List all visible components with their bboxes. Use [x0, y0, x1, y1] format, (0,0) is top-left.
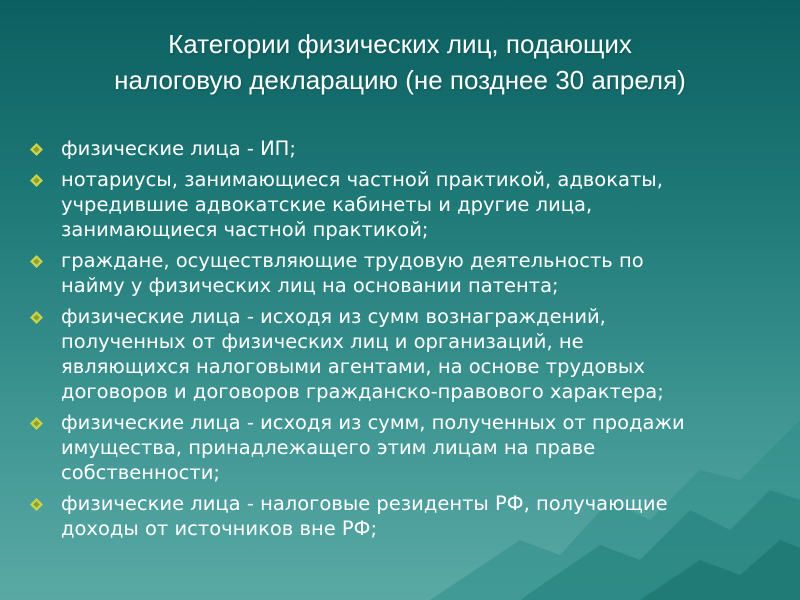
bullet-line: физические лица - налоговые резиденты РФ, получающие: [61, 492, 668, 515]
bullet-item: [30, 167, 775, 242]
bullet-line: занимающиеся частной практикой;: [61, 218, 429, 241]
bullet-text: [61, 410, 775, 485]
bullet-line: являющихся налоговыми агентами, на основе трудовых: [61, 355, 645, 378]
bullet-item: [30, 136, 775, 161]
bullet-line: имущества, принадлежащего этим лицам на праве: [61, 436, 596, 459]
slide-title: [40, 26, 760, 98]
bullet-item: [30, 410, 775, 485]
diamond-bullet-icon: [30, 174, 43, 187]
diamond-bullet-icon: [30, 498, 43, 511]
bullet-item: [30, 248, 775, 298]
bullet-text: [61, 136, 775, 161]
title-line: Категории физических лиц, подающих: [168, 29, 632, 59]
bullet-line: граждане, осуществляющие трудовую деятельность по: [61, 249, 644, 272]
bullet-text: [61, 248, 775, 298]
bullet-item: [30, 304, 775, 404]
bullet-line: учредившие адвокатские кабинеты и другие лица,: [61, 193, 593, 216]
bullet-list: [30, 136, 775, 547]
bullet-line: собственности;: [61, 461, 220, 484]
bullet-text: [61, 491, 775, 541]
bullet-line: физические лица - исходя из сумм, полученных от продажи: [61, 411, 685, 434]
bullet-line: нотариусы, занимающиеся частной практикой, адвокаты,: [61, 168, 663, 191]
bullet-text: [61, 304, 775, 404]
diamond-bullet-icon: [30, 417, 43, 430]
bullet-line: физические лица - ИП;: [61, 137, 296, 160]
bullet-line: полученных от физических лиц и организаций, не: [61, 330, 584, 353]
bullet-line: доходы от источников вне РФ;: [61, 517, 378, 540]
diamond-bullet-icon: [30, 311, 43, 324]
bullet-text: [61, 167, 775, 242]
bullet-line: физические лица - исходя из сумм вознаграждений,: [61, 305, 606, 328]
bullet-item: [30, 491, 775, 541]
diamond-bullet-icon: [30, 143, 43, 156]
bullet-line: найму у физических лиц на основании патента;: [61, 274, 559, 297]
title-line: налоговую декларацию (не позднее 30 апреля): [114, 65, 686, 95]
bullet-line: договоров и договоров гражданско-правового характера;: [61, 380, 664, 403]
diamond-bullet-icon: [30, 255, 43, 268]
